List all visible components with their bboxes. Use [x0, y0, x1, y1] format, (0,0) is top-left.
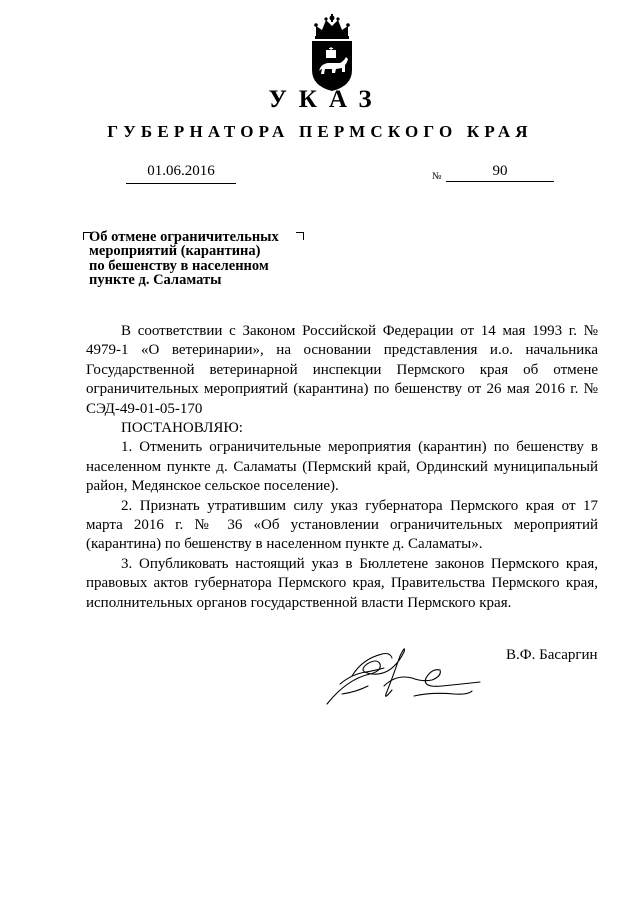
decree-keyword: ПОСТАНОВЛЯЮ: [121, 420, 243, 437]
decree-body [86, 322, 598, 613]
decree-item: 3. Опубликовать настоящий указ в Бюллетене законов Пермского края, правовых актов губернатора Пермского края, Правительства Пермского края, исполнительных органов государственной власти Пермского края. [86, 555, 598, 611]
heading-line: мероприятий (карантина) [89, 243, 261, 260]
document-number: 90 [492, 163, 508, 179]
number-label: № [432, 171, 442, 182]
number-underline [446, 181, 554, 182]
handwritten-signature-icon [322, 634, 484, 710]
decree-heading [89, 230, 304, 287]
decree-item: 1. Отменить ограничительные мероприятия (карантин) по бешенству в населенном пункте д. Саламаты (Пермский край, Ординский муниципальный район, Медянское сельское поселение). [86, 439, 598, 495]
date-underline [126, 183, 236, 184]
document-date: 01.06.2016 [147, 163, 215, 179]
heading-line: Об отмене ограничительных [89, 229, 279, 245]
perm-krai-coat-of-arms-icon [302, 14, 362, 92]
decree-item: 2. Признать утратившим силу указ губернатора Пермского края от 17 марта 2016 г. № 36 «Об установлении ограничительных мероприятий (карантина) по бешенству в населенном пункте д. Саламаты». [86, 497, 598, 553]
document-subtitle: ГУБЕРНАТОРА ПЕРМСКОГО КРАЯ [107, 122, 533, 141]
document-title: УКАЗ [268, 86, 384, 113]
heading-line: пункте д. Саламаты [89, 271, 222, 288]
signer-name: В.Ф. Басаргин [506, 647, 598, 663]
heading-line: по бешенству в населенном [89, 257, 269, 274]
preamble-paragraph: В соответствии с Законом Российской Федерации от 14 мая 1993 г. № 4979-1 «О ветеринарии», на основании представления и.о. начальника Государственной ветеринарной инспекции Пермского края об отмене ограничительных мероприятий (карантина) по бешенству от 26 мая 2016 г. № СЭД-49-01-05-170 [86, 323, 598, 417]
